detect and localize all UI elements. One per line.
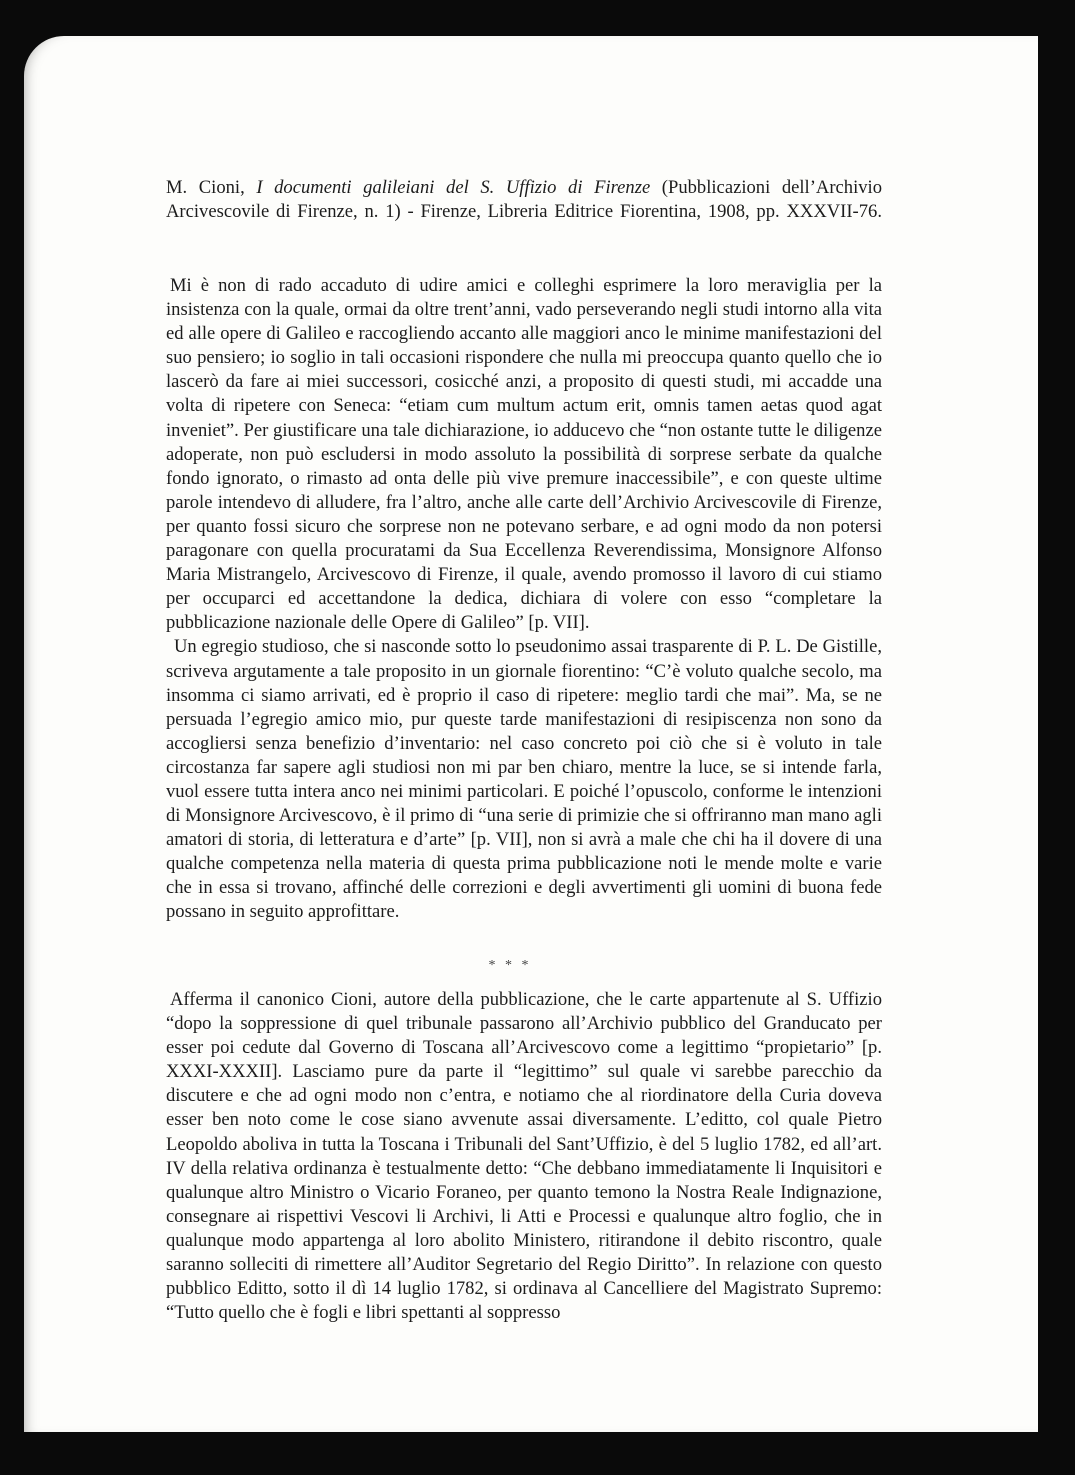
- paragraph-1: Mi è non di rado accaduto di udire amici e colleghi esprimere la loro meraviglia per la insistenza con la quale, ormai da oltre trent’anni, vado perseverando negli studi intorno alla vita ed alle opere di Galileo e raccogliendo accanto alle maggiori anco le minime manifestazioni del suo pensiero; io soglio in tali occasioni rispondere che nulla mi preoccupa quanto quello che io lascerò da fare ai miei successori, cosicché anzi, a proposito di questi studi, mi accadde una volta di ripetere con Seneca: “etiam cum multum actum erit, omnis tamen aetas quod agat inveniet”. Per giustificare una tale dichiarazione, io adducevo che “non ostante tutte le diligenze adoperate, non può escludersi in modo assoluto la possibilità di sorprese serbate da qualche fondo ignorato, o rimasto ad onta delle più vive premure inaccessibile”, e con queste ultime parole intendevo di alludere, fra l’altro, anche alle carte dell’Archivio Arcivescovile di Firenze, per quanto fossi sicuro che sorprese non ne potevano serbare, e ad ogni modo da non potersi paragonare con quella procuratami da Sua Eccellenza Reverendissima, Monsignore Alfonso Maria Mistrangelo, Arcivescovo di Firenze, il quale, avendo promosso il lavoro di cui stiamo per occuparci ed accettandone la dedica, dichiara di volere con esso “completare la pubblicazione nazionale delle Opere di Galileo” [p. VII].: [166, 275, 882, 634]
- citation-title: I documenti galileiani del S. Uffizio di Firenze: [256, 177, 651, 198]
- paragraph-2: Un egregio studioso, che si nasconde sotto lo pseudonimo assai trasparente di P. L. De Gistille, scriveva argutamente a tale proposito in un giornale fiorentino: “C’è voluto qualche secolo, ma insomma ci siamo arrivati, ed è proprio il caso di ripetere: meglio tardi che mai”. Ma, se ne persuada l’egregio amico mio, pur queste tarde manifestazioni di resipiscenza non sono da accogliersi senza benefizio d’inventario: nel caso concreto poi ciò che si è voluto in tale circostanza far sapere agli studiosi non mi par ben chiaro, mentre la luce, se si intende farla, vuol essere tutta intera anco nei minimi particolari. E poiché l’opuscolo, conforme le intenzioni di Monsignore Arcivescovo, è il primo di “una serie di primizie che si offriranno man mano agli amatori di storia, di letteratura e d’arte” [p. VII], non si avrà a male che chi ha il dovere di una qualche competenza nella materia di questa prima pubblicazione noti le mende molte e varie che in essa si trovano, affinché delle correzioni e degli avvertimenti gli uomini di buona fede possano in seguito approfittare.: [166, 636, 882, 923]
- citation-series: (Pubblicazioni dell’Archivio: [650, 177, 882, 198]
- citation-line-2: Arcivescovile di Firenze, n. 1) - Firenze, Libreria Editrice Fiorentina, 1908, pp. XXXVII-76.: [166, 201, 882, 223]
- section-separator: * * *: [488, 958, 532, 973]
- review-body-part-2: [166, 988, 882, 1325]
- citation-author: M. Cioni,: [166, 177, 257, 198]
- paragraph-3: Afferma il canonico Cioni, autore della pubblicazione, che le carte appartenute al S. Uffizio “dopo la soppressione di quel tribunale passarono all’Archivio pubblico del Granducato per esser poi cedute dal Governo di Toscana all’Arcivescovo come a legittimo “propietario” [p. XXXI-XXXII]. Lasciamo pure da parte il “legittimo” sul quale vi sarebbe parecchio da discutere e che ad ogni modo non c’entra, e notiamo che al riordinatore della Curia doveva esser ben noto come le cose siano avvenute assai diversamente. L’editto, col quale Pietro Leopoldo aboliva in tutta la Toscana i Tribunali del Sant’Uffizio, è del 5 luglio 1782, ed all’art. IV della relativa ordinanza è testualmente detto: “Che debbano immediatamente li Inquisitori e qualunque altro Ministro o Vicario Foraneo, per quanto temono la Nostra Reale Indignazione, consegnare ai rispettivi Vescovi li Archivi, li Atti e Processi e qualunque altro foglio, che in qualunque modo appartenga al loro abolito Ministero, ritirandone il debito riscontro, quale saranno solleciti di rimettere all’Auditor Segretario del Regio Diritto”. In relazione con questo pubblico Editto, sotto il dì 14 luglio 1782, si ordinava al Cancelliere del Magistrato Supremo: “Tutto quello che è fogli e libri spettanti al soppresso: [166, 989, 882, 1324]
- citation-line-1: [166, 176, 882, 200]
- bibliographic-citation: [166, 176, 882, 224]
- review-body-part-1: [166, 274, 882, 925]
